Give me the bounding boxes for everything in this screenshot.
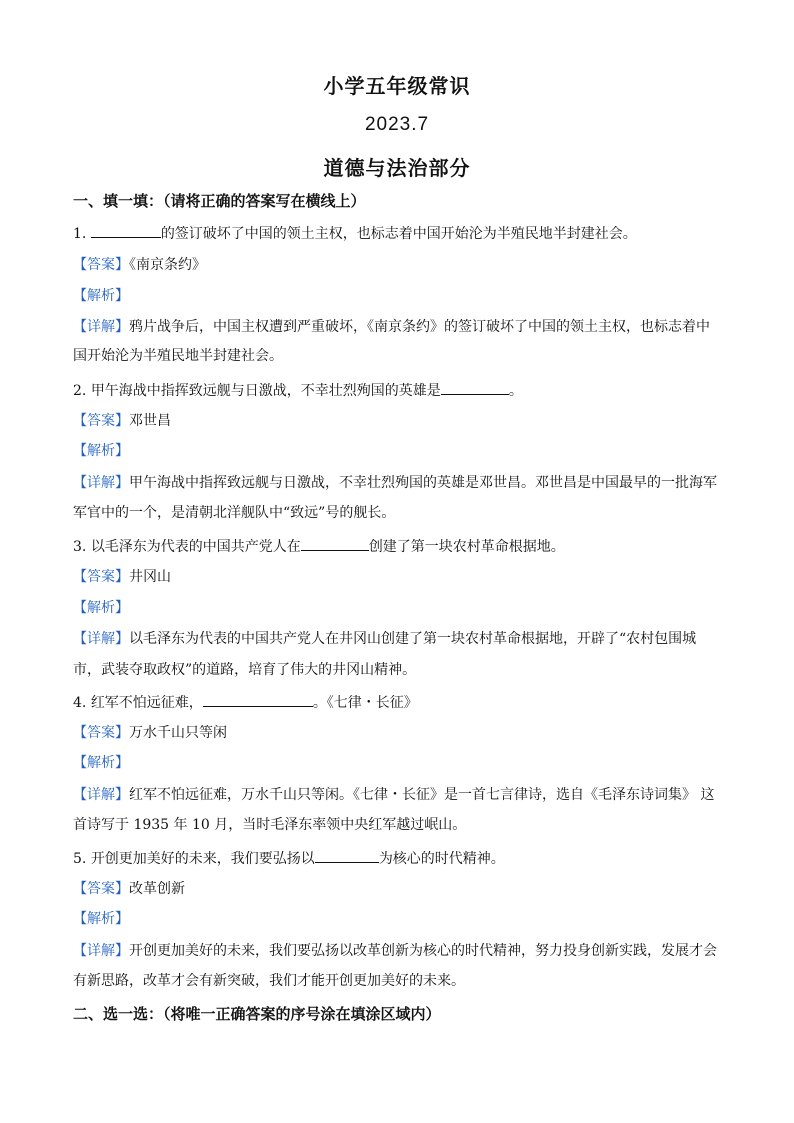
detail-line-5b: 有新思路，改革才会有新突破，我们才能开创更加美好的未来。 (73, 973, 465, 989)
answer-blank (91, 223, 161, 238)
question-5 (73, 848, 723, 869)
answer-tag: 【答案】 (73, 413, 129, 429)
question-3 (73, 536, 723, 557)
answer-line-4 (73, 723, 723, 743)
detail-text: 甲午海战中指挥致远舰与日激战，不幸壮烈殉国的英雄是邓世昌。邓世昌是中国最早的一批海军 (129, 475, 717, 491)
question-number: 2. (73, 383, 87, 399)
section-heading-choice: 二、选一选：（将唯一正确答案的序号涂在填涂区域内） (73, 1005, 441, 1023)
question-text-end: 为核心的时代精神。 (378, 851, 505, 867)
detail-text: 鸦片战争后，中国主权遭到严重破坏，《南京条约》的签订破坏了中国的领土主权，也标志着中 (129, 319, 710, 335)
analysis-line-1 (73, 286, 723, 306)
answer-tag: 【答案】 (73, 257, 129, 273)
detail-tag: 【详解】 (73, 787, 129, 803)
question-4 (73, 692, 723, 713)
analysis-line-3 (73, 598, 723, 618)
answer-line-5 (73, 879, 723, 899)
answer-text: 邓世昌 (129, 413, 171, 429)
answer-text: 井冈山 (129, 569, 171, 585)
detail-tag: 【详解】 (73, 943, 129, 959)
answer-line-1 (73, 255, 723, 275)
detail-text: 红军不怕远征难，万水千山只等闲。《七律・长征》是一首七言律诗，选自《毛泽东诗词集》 这 (129, 787, 715, 803)
analysis-line-2 (73, 441, 723, 461)
detail-line-5a (73, 941, 723, 961)
question-text: 甲午海战中指挥致远舰与日激战，不幸壮烈殉国的英雄是 (90, 383, 441, 399)
analysis-tag: 【解析】 (73, 600, 129, 616)
question-text: 的签订破坏了中国的领土主权，也标志着中国开始沦为半殖民地半封建社会。 (160, 226, 637, 242)
detail-tag: 【详解】 (73, 475, 129, 491)
analysis-tag: 【解析】 (73, 288, 129, 304)
answer-blank (441, 380, 509, 395)
question-1 (73, 223, 723, 244)
analysis-tag: 【解析】 (73, 755, 129, 771)
answer-blank (301, 536, 369, 551)
detail-text: 开创更加美好的未来，我们要弘扬以改革创新为核心的时代精神，努力投身创新实践，发展才会 (129, 943, 717, 959)
answer-text: 《南京条约》 (129, 257, 206, 273)
question-text-end: 创建了第一块农村革命根据地。 (368, 539, 565, 555)
answer-tag: 【答案】 (73, 881, 129, 897)
question-text: 以毛泽东为代表的中国共产党人在 (90, 539, 301, 555)
question-text: 红军不怕远征难， (90, 695, 203, 711)
answer-blank (315, 848, 379, 863)
question-text: 开创更加美好的未来，我们要弘扬以 (90, 851, 315, 867)
answer-line-2 (73, 411, 723, 431)
detail-line-4a (73, 785, 723, 805)
answer-tag: 【答案】 (73, 725, 129, 741)
answer-blank (203, 692, 313, 707)
detail-tag: 【详解】 (73, 319, 129, 335)
question-text-end: 。 (508, 383, 523, 399)
document-subtitle: 道德与法治部分 (323, 156, 471, 180)
detail-line-2a (73, 473, 723, 493)
question-2 (73, 380, 723, 401)
document-date: 2023.7 (364, 114, 430, 135)
question-number: 4. (73, 695, 87, 711)
answer-text: 改革创新 (129, 881, 185, 897)
section-heading-fill: 一、填一填：（请将正确的答案写在横线上） (73, 192, 366, 210)
answer-tag: 【答案】 (73, 569, 129, 585)
detail-text: 以毛泽东为代表的中国共产党人在井冈山创建了第一块农村革命根据地，开辟了“农村包围城 (129, 631, 697, 647)
analysis-tag: 【解析】 (73, 911, 129, 927)
detail-tag: 【详解】 (73, 631, 129, 647)
document-title: 小学五年级常识 (323, 74, 471, 98)
detail-line-1a (73, 317, 723, 337)
detail-line-3b: 市，武装夺取政权”的道路，培育了伟大的井冈山精神。 (73, 662, 417, 678)
question-text-end: 。《七律・长征》 (312, 695, 418, 711)
detail-line-2b: 军官中的一个，是清朝北洋舰队中“致远”号的舰长。 (73, 505, 396, 521)
answer-line-3 (73, 567, 723, 587)
question-number: 3. (73, 539, 87, 555)
question-number: 1. (73, 226, 87, 242)
analysis-line-5 (73, 909, 723, 929)
detail-line-3a (73, 629, 723, 649)
detail-line-4b: 首诗写于 1935 年 10 月，当时毛泽东率领中央红军越过岷山。 (73, 817, 467, 833)
detail-line-1b: 国开始沦为半殖民地半封建社会。 (73, 348, 283, 364)
analysis-line-4 (73, 753, 723, 773)
answer-text: 万水千山只等闲 (129, 725, 227, 741)
question-number: 5. (73, 851, 87, 867)
analysis-tag: 【解析】 (73, 443, 129, 459)
